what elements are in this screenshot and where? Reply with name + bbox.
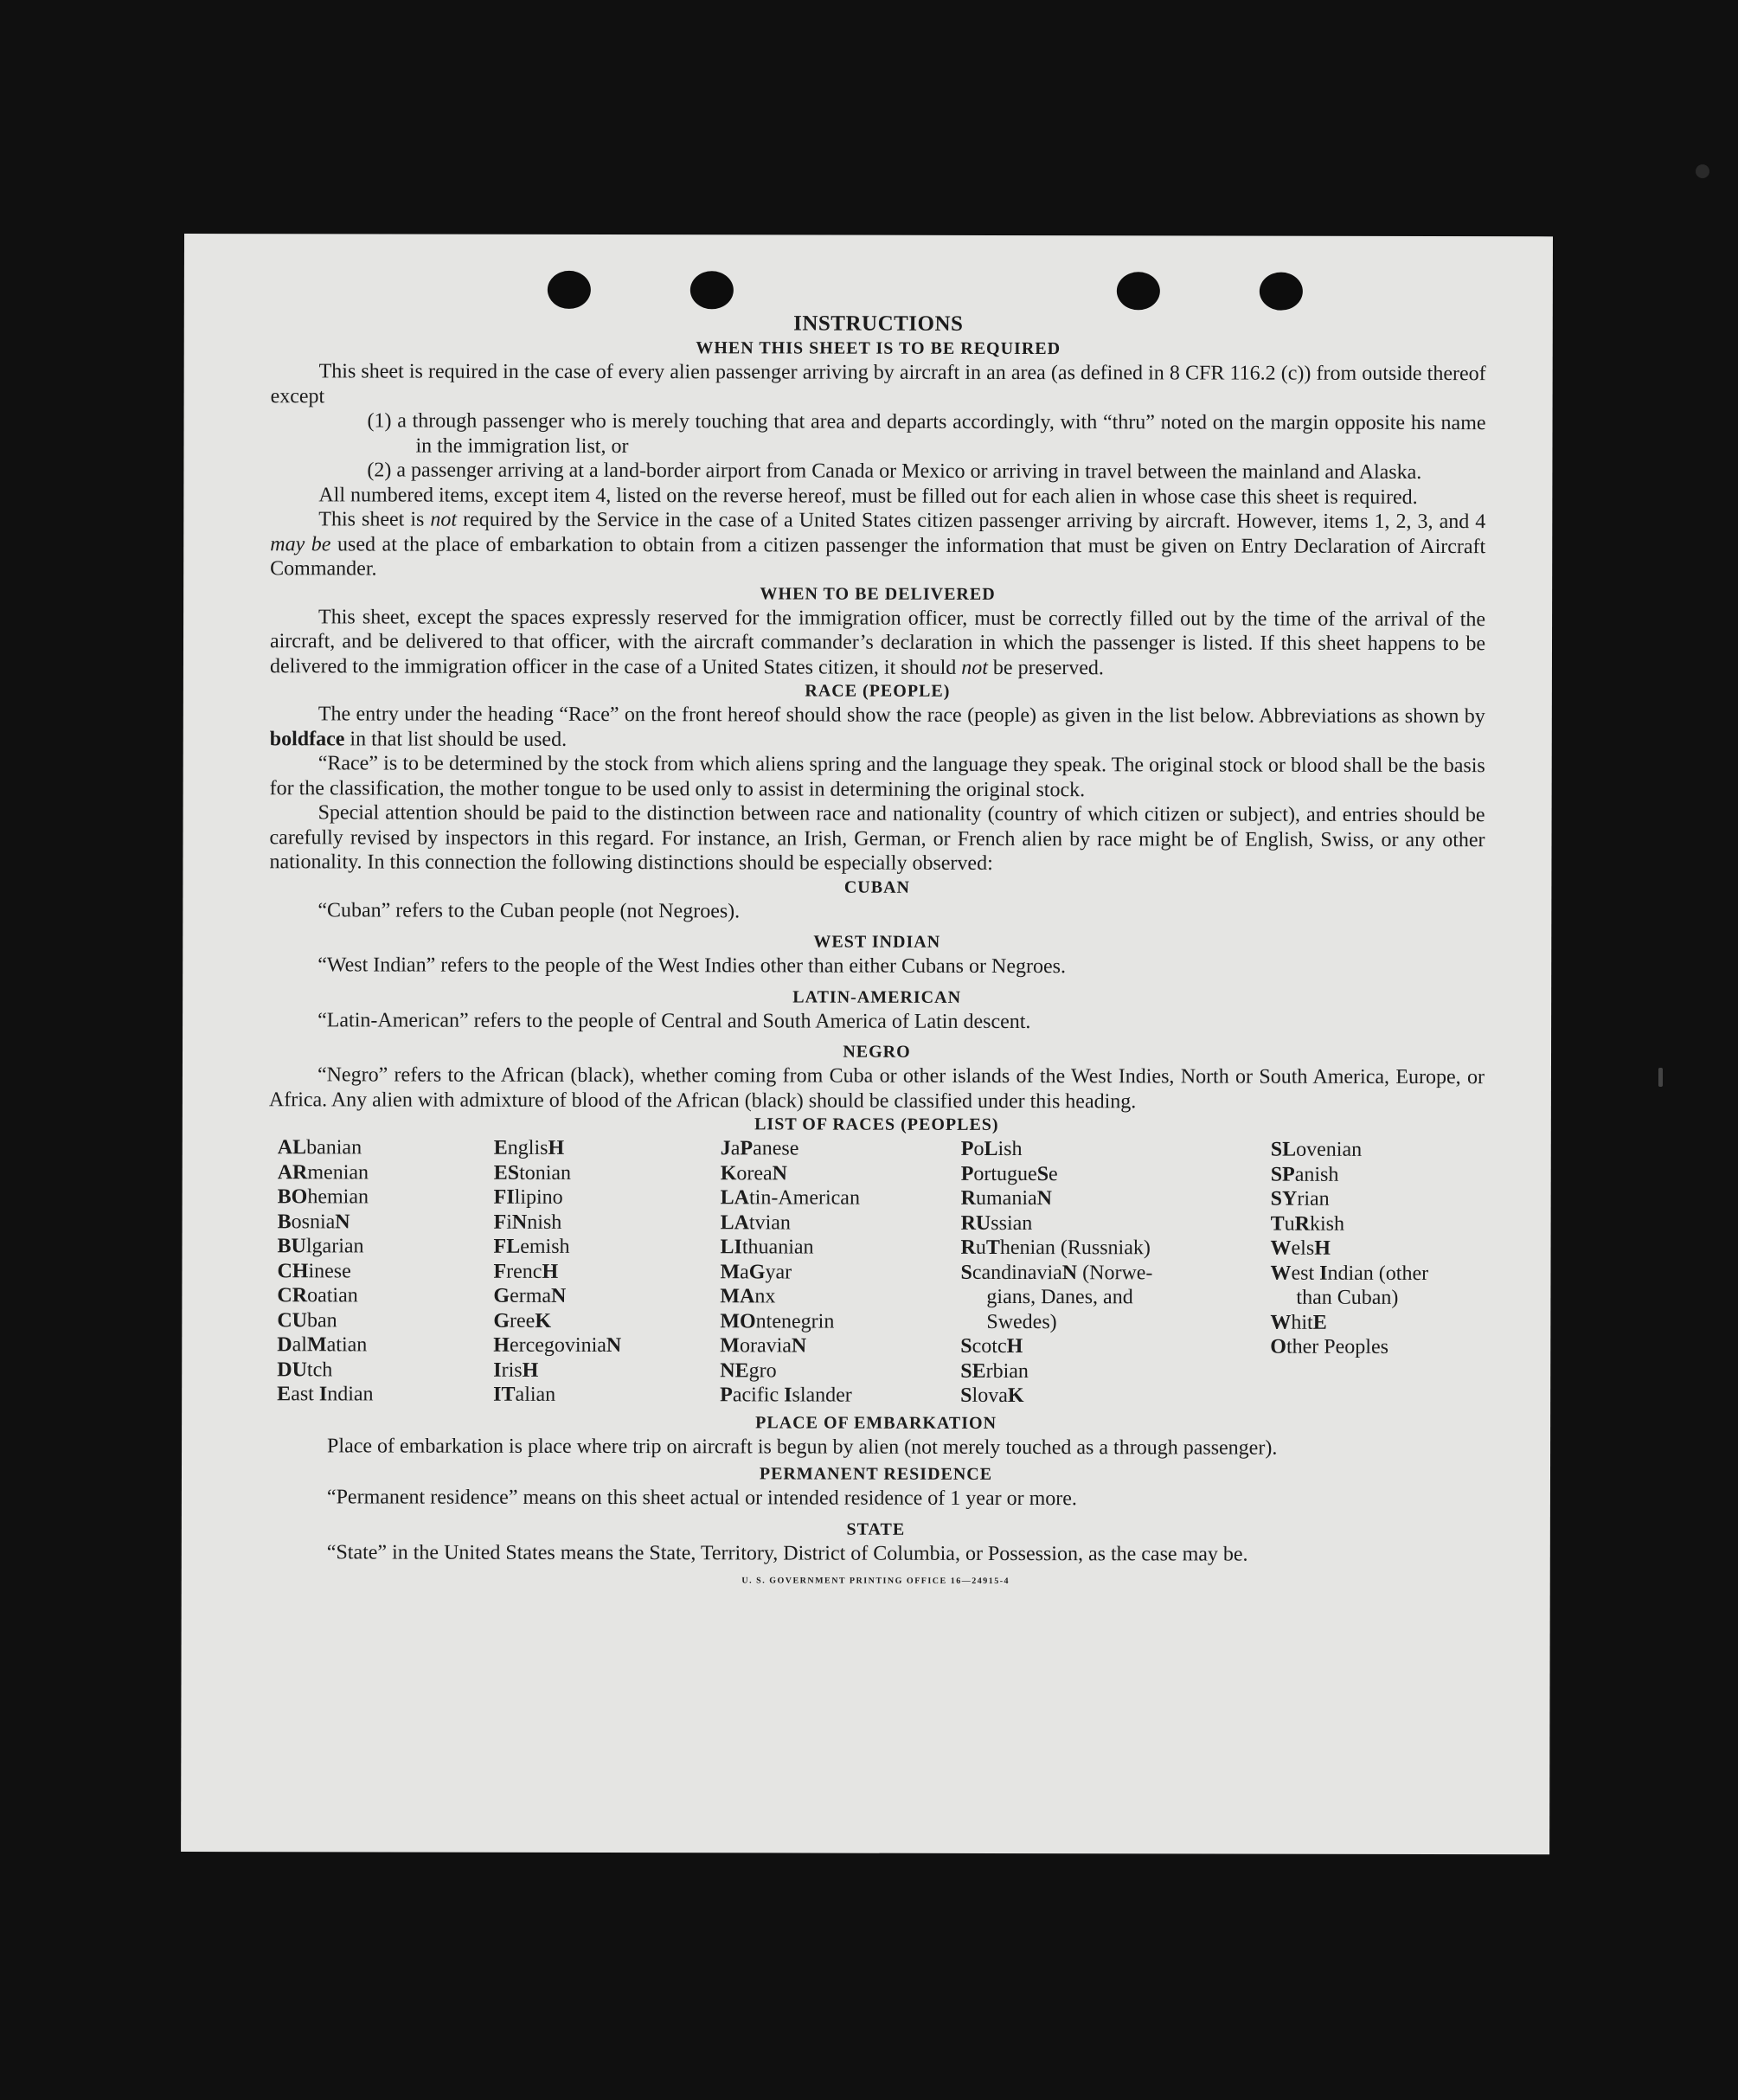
punch-hole xyxy=(548,271,591,309)
race-entry: PortugueSe xyxy=(960,1162,1058,1185)
race-entry: TuRkish xyxy=(1270,1212,1345,1236)
section-heading-race: RACE (PEOPLE) xyxy=(805,681,951,701)
paragraph: Special attention should be paid to the distinction between race and nationality (country of which citizen or subject), and entries should be carefully revised by inspectors in this regard. For instance, an Irish, German, or French alien by race might be of English, Swiss, or any other nationality. In this connection the following distinctions should be especially observed: xyxy=(269,801,1485,875)
race-entry: SlovaK xyxy=(960,1384,1024,1408)
section-heading-latin-american: LATIN-AMERICAN xyxy=(792,986,962,1007)
list-item: (2) a passenger arriving at a land-border airport from Canada or Mexico or arriving in travel between the mainland and Alaska. xyxy=(367,459,1422,484)
race-entry: JaPanese xyxy=(720,1137,799,1160)
races-table xyxy=(277,1135,1485,1409)
race-entry: ITalian xyxy=(493,1383,556,1406)
race-entry: MAnx xyxy=(720,1285,776,1308)
race-entry: West Indian (other xyxy=(1270,1262,1429,1285)
section-heading-west-indian: WEST INDIAN xyxy=(813,932,941,952)
section-heading-required: WHEN THIS SHEET IS TO BE REQUIRED xyxy=(696,338,1061,359)
race-entry: DUtch xyxy=(277,1358,333,1381)
race-entry: EStonian xyxy=(493,1161,572,1185)
paragraph: The entry under the heading “Race” on the front hereof should show the race (people) as given in the list below. Abbreviations as shown by boldface in that list should be used. xyxy=(269,703,1485,751)
race-entry: NEgro xyxy=(720,1358,777,1382)
race-entry: than Cuban) xyxy=(1296,1286,1399,1309)
instruction-sheet xyxy=(181,234,1553,1854)
scan-speck xyxy=(1696,164,1709,178)
page-title: INSTRUCTIONS xyxy=(793,311,964,336)
punch-hole xyxy=(690,271,734,309)
race-entry: FiNnish xyxy=(493,1211,562,1234)
races-column xyxy=(720,1136,961,1408)
race-entry: HercegoviniaN xyxy=(493,1333,622,1358)
races-column xyxy=(277,1135,494,1407)
race-entry: GreeK xyxy=(493,1309,552,1333)
paragraph: “Negro” refers to the African (black), whether coming from Cuba or other islands of the West Indies, North or South America, Europe, or Africa. Any alien with admixture of blood of the African (black) should be classified under this heading. xyxy=(268,1063,1485,1113)
race-entry: DalMatian xyxy=(277,1333,368,1357)
race-entry: East Indian xyxy=(277,1383,374,1406)
race-entry: ALbanian xyxy=(277,1136,362,1159)
list-item: (1) a through passenger who is merely touching that area and departs accordingly, with “thru” noted on the margin opposite his name in the immigration list, or xyxy=(367,409,1486,458)
race-entry: FIlipino xyxy=(493,1185,563,1209)
race-entry: FrencH xyxy=(493,1260,559,1283)
race-entry: MOntenegrin xyxy=(720,1309,835,1333)
race-entry: ARmenian xyxy=(277,1160,369,1184)
section-heading-cuban: CUBAN xyxy=(843,877,911,897)
race-entry: RuThenian (Russniak) xyxy=(960,1236,1151,1260)
paragraph: “Race” is to be determined by the stock from which aliens spring and the language they speak. The original stock or blood shall be the basis for the classification, the mother tongue to be used only to assist in determining the original stock. xyxy=(269,752,1485,801)
race-entry: MoraviaN xyxy=(720,1334,807,1358)
race-entry: MaGyar xyxy=(720,1260,792,1283)
paragraph: “Permanent residence” means on this sheet actual or intended residence of 1 year or more. xyxy=(326,1486,1077,1511)
races-column xyxy=(960,1137,1271,1409)
race-entry: BOhemian xyxy=(277,1185,369,1209)
race-entry: BUlgarian xyxy=(277,1235,364,1258)
races-column xyxy=(1270,1138,1493,1410)
paragraph: Place of embarkation is place where trip on aircraft is begun by alien (not merely touched as a through passenger). xyxy=(327,1434,1278,1460)
punch-hole xyxy=(1117,272,1160,310)
race-entry: SErbian xyxy=(960,1359,1029,1383)
race-entry: LAtvian xyxy=(720,1211,791,1234)
race-entry: SPanish xyxy=(1270,1163,1339,1186)
section-heading-delivered: WHEN TO BE DELIVERED xyxy=(760,583,996,604)
races-column xyxy=(493,1136,721,1408)
races-list-heading: LIST OF RACES (PEOPLES) xyxy=(754,1114,999,1134)
race-entry: WelsH xyxy=(1270,1236,1331,1260)
race-entry: RumaniaN xyxy=(960,1186,1053,1211)
race-entry: LIthuanian xyxy=(720,1236,814,1259)
race-entry: CHinese xyxy=(277,1259,351,1282)
race-entry: SLovenian xyxy=(1270,1138,1363,1161)
race-entry: PoLish xyxy=(960,1137,1023,1161)
printing-office-imprint: U. S. GOVERNMENT PRINTING OFFICE 16—24915-4 xyxy=(741,1576,1010,1587)
race-entry: BosniaN xyxy=(277,1210,350,1233)
race-entry: FLemish xyxy=(493,1235,570,1258)
race-entry: ScandinaviaN (Norwe- xyxy=(960,1261,1153,1284)
race-entry: CUban xyxy=(277,1308,337,1332)
paragraph: This sheet, except the spaces expressly reserved for the immigration officer, must be correctly filled out by the time of the arrival of the aircraft, and be delivered to that officer, with the aircraft commander’s declaration in which the passenger is listed. If this sheet happens to be delivered to the immigration officer in the case of a United States citizen, it should not be preserved. xyxy=(269,605,1486,679)
race-entry: IrisH xyxy=(493,1358,539,1382)
race-entry: GermaN xyxy=(493,1284,567,1307)
race-entry: LAtin-American xyxy=(720,1186,860,1210)
race-entry: Swedes) xyxy=(986,1310,1057,1333)
race-entry: ScotcH xyxy=(960,1334,1023,1358)
race-entry: WhitE xyxy=(1270,1311,1327,1334)
section-heading-state: STATE xyxy=(846,1519,906,1539)
paragraph: “West Indian” refers to the people of the West Indies other than either Cubans or Negroes. xyxy=(317,954,1067,979)
race-entry: gians, Danes, and xyxy=(986,1285,1133,1309)
document-body xyxy=(268,310,1486,1595)
race-entry: EnglisH xyxy=(493,1136,565,1159)
race-entry: RUssian xyxy=(960,1211,1033,1235)
punch-hole xyxy=(1260,273,1303,311)
section-heading-residence: PERMANENT RESIDENCE xyxy=(759,1464,993,1484)
race-entry: CRoatian xyxy=(277,1284,358,1307)
race-entry: KoreaN xyxy=(720,1161,788,1185)
paragraph: “State” in the United States means the State, Territory, District of Columbia, or Possession, as the case may be. xyxy=(326,1540,1248,1566)
race-entry: Pacific Islander xyxy=(720,1384,852,1407)
scan-speck xyxy=(1658,1068,1663,1087)
paragraph: All numbered items, except item 4, listed on the reverse hereof, must be filled out for each alien in whose case this sheet is required. xyxy=(318,483,1418,509)
paragraph: “Latin-American” refers to the people of Central and South America of Latin descent. xyxy=(317,1008,1031,1033)
section-heading-negro: NEGRO xyxy=(843,1042,911,1062)
race-entry: SYrian xyxy=(1270,1187,1330,1211)
section-heading-embarkation: PLACE OF EMBARKATION xyxy=(755,1412,997,1433)
race-entry: Other Peoples xyxy=(1270,1335,1388,1358)
paragraph: “Cuban” refers to the Cuban people (not Negroes). xyxy=(317,898,741,922)
paragraph: This sheet is required in the case of every alien passenger arriving by aircraft in an area (as defined in 8 CFR 116.2 (c)) from outside thereof except xyxy=(270,360,1486,408)
paragraph: This sheet is not required by the Service in the case of a United States citizen passenger arriving by aircraft. However, items 1, 2, 3, and 4 may be used at the place of embarkation to obtain from a citizen passenger the information that must be given on Entry Declaration of Aircraft Commander. xyxy=(270,508,1486,581)
